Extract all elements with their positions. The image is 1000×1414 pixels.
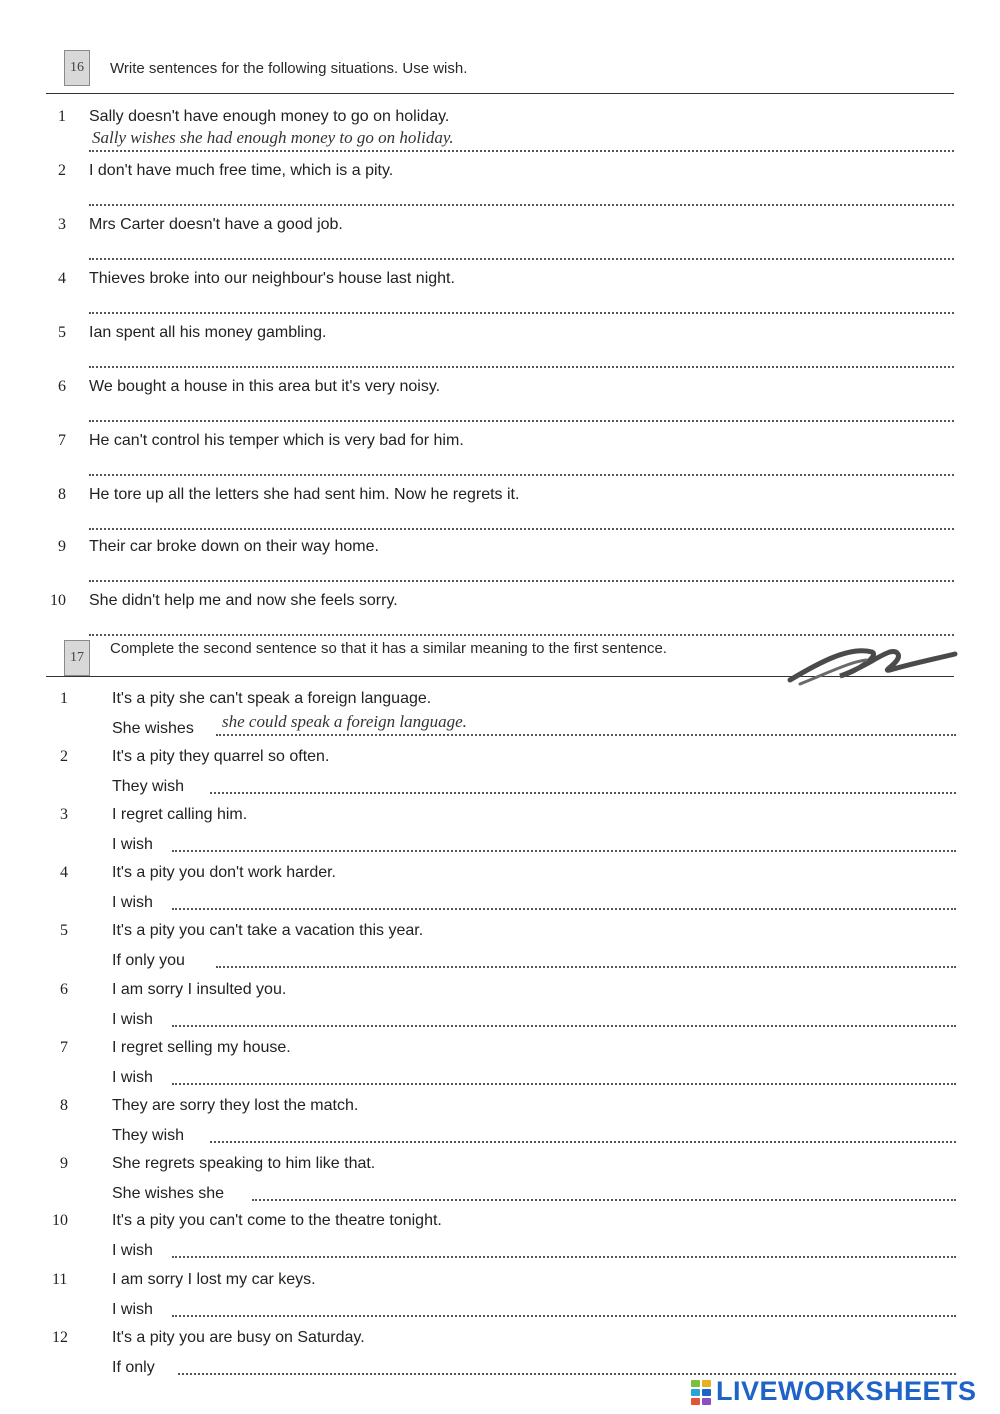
item-number: 1 [60, 690, 68, 707]
answer-line[interactable] [172, 850, 956, 852]
item-number: 7 [58, 432, 66, 449]
item-number: 9 [60, 1155, 68, 1172]
answer-line[interactable] [89, 366, 954, 368]
item-sentence: He tore up all the letters she had sent him. Now he regrets it. [89, 486, 520, 503]
item-sentence: Their car broke down on their way home. [89, 538, 379, 555]
item-number: 7 [60, 1039, 68, 1056]
answer-line[interactable] [210, 792, 956, 794]
item-prompt: I wish [112, 1069, 153, 1086]
item-sentence: She regrets speaking to him like that. [112, 1155, 376, 1172]
answer-line[interactable] [89, 258, 954, 260]
answer-line[interactable] [172, 1025, 956, 1027]
answer-line[interactable] [216, 966, 956, 968]
item-number: 3 [58, 216, 66, 233]
item-number: 10 [52, 1212, 68, 1229]
item-prompt: I wish [112, 1242, 153, 1259]
item-sentence: They are sorry they lost the match. [112, 1097, 359, 1114]
item-number: 12 [52, 1329, 68, 1346]
item-number: 2 [58, 162, 66, 179]
item-sentence: Mrs Carter doesn't have a good job. [89, 216, 343, 233]
item-sentence: It's a pity they quarrel so often. [112, 748, 330, 765]
answer-line[interactable] [252, 1199, 956, 1201]
item-sentence: Ian spent all his money gambling. [89, 324, 327, 341]
item-prompt: If only [112, 1359, 155, 1376]
item-sentence: Sally doesn't have enough money to go on holiday. [89, 108, 450, 125]
item-number: 10 [50, 592, 66, 609]
answer-line[interactable] [210, 1141, 956, 1143]
item-prompt: She wishes [112, 720, 194, 737]
answer-line[interactable] [89, 580, 954, 582]
item-number: 1 [58, 108, 66, 125]
item-prompt: I wish [112, 894, 153, 911]
answer-line[interactable] [89, 312, 954, 314]
answer-line[interactable] [89, 528, 954, 530]
item-sentence: He can't control his temper which is very bad for him. [89, 432, 464, 449]
exercise-16-instruction: Write sentences for the following situations. Use wish. [110, 60, 468, 77]
item-number: 4 [60, 864, 68, 881]
answer-line[interactable] [172, 1256, 956, 1258]
item-number: 8 [60, 1097, 68, 1114]
item-sentence: We bought a house in this area but it's very noisy. [89, 378, 441, 395]
item-number: 11 [52, 1271, 68, 1288]
item-number: 5 [58, 324, 66, 341]
item-sentence: It's a pity she can't speak a foreign language. [112, 690, 432, 707]
item-prompt: She wishes she [112, 1185, 225, 1202]
answer-line[interactable] [89, 204, 954, 206]
answer-line[interactable] [178, 1373, 956, 1375]
answer-text[interactable]: she could speak a foreign language. [222, 712, 467, 731]
item-sentence: It's a pity you don't work harder. [112, 864, 336, 881]
item-sentence: I regret selling my house. [112, 1039, 291, 1056]
item-number: 4 [58, 270, 66, 287]
brand-text: LIVEWORKSHEETS [716, 1376, 977, 1406]
item-sentence: I am sorry I lost my car keys. [112, 1271, 316, 1288]
item-number: 9 [58, 538, 66, 555]
item-number: 5 [60, 922, 68, 939]
answer-line[interactable] [89, 420, 954, 422]
item-prompt: I wish [112, 836, 153, 853]
answer-line[interactable] [89, 474, 954, 476]
item-prompt: I wish [112, 1301, 153, 1318]
item-sentence: It's a pity you can't take a vacation this year. [112, 922, 424, 939]
item-number: 6 [60, 981, 68, 998]
answer-line[interactable] [89, 150, 954, 152]
liveworksheets-brand[interactable] [690, 1376, 977, 1407]
exercise-17-number: 17 [64, 640, 90, 676]
item-sentence: I am sorry I insulted you. [112, 981, 287, 998]
item-prompt: If only you [112, 952, 185, 969]
item-number: 6 [58, 378, 66, 395]
item-prompt: I wish [112, 1011, 153, 1028]
item-prompt: They wish [112, 778, 185, 795]
answer-line[interactable] [172, 1315, 956, 1317]
answer-text[interactable]: Sally wishes she had enough money to go on holiday. [92, 128, 454, 147]
answer-line[interactable] [172, 908, 956, 910]
liveworksheets-logo-icon [690, 1378, 712, 1406]
item-sentence: I don't have much free time, which is a pity. [89, 162, 394, 179]
item-sentence: It's a pity you can't come to the theatre tonight. [112, 1212, 442, 1229]
item-sentence: Thieves broke into our neighbour's house last night. [89, 270, 455, 287]
item-number: 2 [60, 748, 68, 765]
item-number: 3 [60, 806, 68, 823]
exercise-16-divider [46, 93, 954, 94]
item-number: 8 [58, 486, 66, 503]
item-sentence: She didn't help me and now she feels sorry. [89, 592, 398, 609]
exercise-17-instruction: Complete the second sentence so that it has a similar meaning to the first sentence. [110, 640, 667, 657]
answer-line[interactable] [172, 1083, 956, 1085]
item-prompt: They wish [112, 1127, 185, 1144]
exercise-16-number: 16 [64, 50, 90, 86]
answer-line[interactable] [216, 734, 956, 736]
item-sentence: It's a pity you are busy on Saturday. [112, 1329, 365, 1346]
item-sentence: I regret calling him. [112, 806, 248, 823]
pen-scribble-icon [780, 632, 960, 692]
